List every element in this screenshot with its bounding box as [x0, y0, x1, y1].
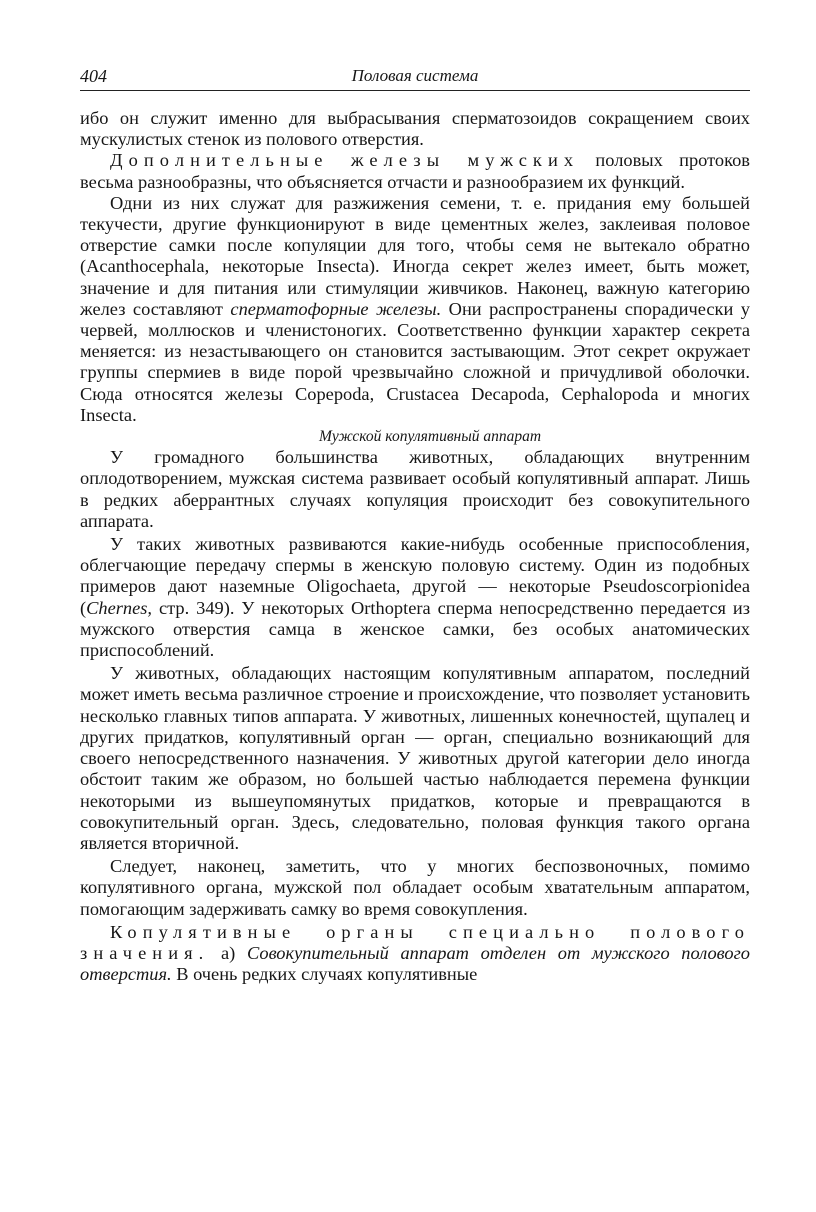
page-number: 404	[80, 66, 107, 86]
page-header	[80, 64, 750, 91]
paragraph-text: стр. 349). У некоторых Orthoptera сперма непосредственно передается из мужского отверстия самца в женское самки, без особых анатомических приспособлений.	[80, 597, 750, 661]
paragraph-accessory-glands	[80, 150, 750, 192]
italic-term: Chernes,	[86, 597, 153, 618]
paragraph-text: половых протоков весьма разнообразны, что объясняется отчасти и разнообразием их функций.	[80, 150, 750, 192]
paragraph-text: В очень редких случаях копулятивные	[171, 964, 478, 985]
paragraph-text: а)	[209, 942, 247, 963]
paragraph-copulatory-organs	[80, 922, 750, 986]
paragraph-text: Одни из них служат для разжижения семени, т. е. придания ему большей текучести, другие функционируют в виде цементных желез, заклеивая половое отверстие самки после копуляции для того, чтобы семя не вытекало обратно (Acanthocephala, некоторые Insecta). Иногда секрет желез имеет, быть может, значение и для питания или стимуляции живчиков. Наконец, важную категорию желез составляют	[80, 192, 750, 319]
paragraph-continuation: ибо он служит именно для выбрасывания сперматозоидов сокращением своих мускулистых стенок из полового отверстия.	[80, 108, 750, 150]
italic-term: сперматофорные железы.	[230, 298, 442, 319]
paragraph-text: Они распространены спорадически у червей, моллюсков и членистоногих. Соответственно функции характер секрета меняется: из незастывающего он становится застывающим. Этот секрет окружает группы спермиев в виде порой чрезвычайно сложной и причудливой оболочки. Сюда относятся железы Copepoda, Crustacea Decapoda, Cephalopoda и многих Insecta.	[80, 298, 750, 425]
section-subheading: Мужской копулятивный аппарат	[318, 428, 542, 446]
paragraph-copulatory-intro: У громадного большинства животных, обладающих внутренним оплодотворением, мужская система развивает особый копулятивный аппарат. Лишь в редких аберрантных случаях копуляция происходит без совокупительного аппарата.	[80, 447, 750, 531]
paragraph-text: У таких животных развиваются какие-нибудь особенные приспособления, облегчающие передачу спермы в женскую половую систему. Один из подобных примеров дают наземные Oligochaeta, другой — некоторые Pseudoscorpionidea (	[80, 534, 750, 618]
page-body	[80, 108, 750, 985]
paragraph-grasping-apparatus: Следует, наконец, заметить, что у многих беспозвоночных, помимо копулятивного органа, мужской пол обладает особым хватательным аппаратом, помогающим задерживать самку во время совокупления.	[80, 856, 750, 919]
italic-term: Совокупительный аппарат отделен от мужского полового отверстия.	[80, 942, 750, 985]
paragraph-gland-functions	[80, 193, 750, 426]
running-title: Половая система	[351, 66, 479, 85]
spaced-lead: Копулятивные органы специально полового значения.	[80, 921, 750, 963]
paragraph-organ-types: У животных, обладающих настоящим копулятивным аппаратом, последний может иметь весьма различное строение и происхождение, что позволяет установить несколько главных типов аппарата. У животных, лишенных конечностей, щупалец и других придатков, копулятивный орган — орган, специально возникающий для своего непосредственного назначения. У животных другой категории дело иногда обстоит таким же образом, но большей частью наблюдается перемена функции некоторыми из вышеупомянутых придатков, которые и превращаются в совокупительный орган. Здесь, следовательно, половая функция такого органа является вторичной.	[80, 663, 750, 853]
spaced-lead: Дополнительные железы мужских	[110, 150, 580, 171]
paragraph-adaptations	[80, 534, 750, 661]
